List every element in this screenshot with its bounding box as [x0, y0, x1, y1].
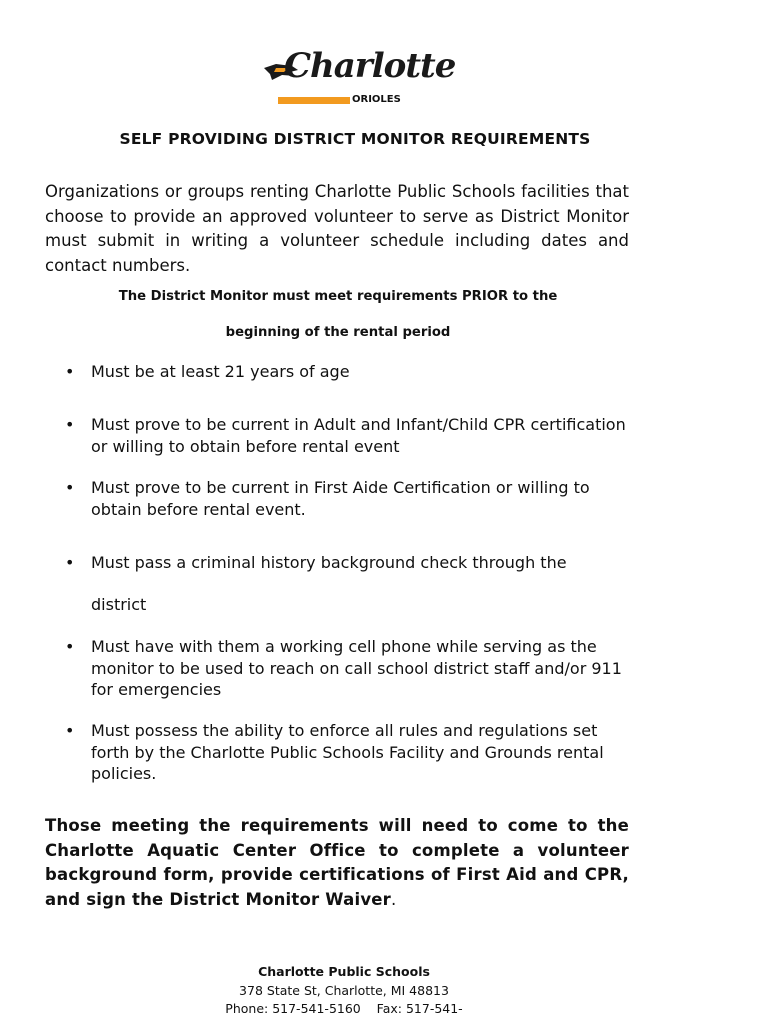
list-item-text: Must pass a criminal history background check through the: [91, 553, 567, 572]
logo-orange-bar: [278, 97, 350, 104]
list-item-text: Must prove to be current in Adult and Infant/Child CPR certification or willing to obtain before rental event: [91, 415, 626, 456]
requirements-heading-line2: beginning of the rental period: [225, 325, 451, 340]
closing-period: .: [391, 889, 397, 909]
bullet-icon: •: [65, 553, 75, 572]
footer: [0, 963, 688, 1019]
list-item: [65, 477, 631, 520]
bullet-icon: •: [65, 478, 75, 497]
intro-paragraph: Organizations or groups renting Charlotte Public Schools facilities that choose to provide an approved volunteer to serve as District Monitor must submit in writing a volunteer schedule including dates and contact numbers.: [45, 182, 629, 275]
footer-phone: Phone: 517-541-5160: [225, 1001, 361, 1016]
bullet-icon: •: [65, 362, 75, 381]
document-title: SELF PROVIDING DISTRICT MONITOR REQUIREMENTS: [119, 130, 591, 148]
list-item: [65, 636, 631, 701]
list-item-text: Must have with them a working cell phone while serving as the monitor to be used to reach on call school district staff and/or 911 for emergencies: [91, 637, 622, 699]
list-item: [65, 552, 631, 574]
bullet-icon: •: [65, 637, 75, 656]
list-item: [65, 414, 631, 457]
footer-address: 378 State St, Charlotte, MI 48813: [239, 982, 449, 998]
requirements-heading-line1: The District Monitor must meet requirements PRIOR to the: [118, 289, 558, 304]
list-item-text: Must possess the ability to enforce all rules and regulations set forth by the Charlotte Public Schools Facility and Grounds rental policies.: [91, 721, 604, 783]
list-item-continuation: [91, 594, 631, 616]
charlotte-orioles-logo: [262, 44, 456, 106]
footer-contact: [0, 1000, 688, 1019]
bullet-icon: •: [65, 415, 75, 434]
bullet-icon: •: [65, 721, 75, 740]
list-item-text: Must prove to be current in First Aide Certification or willing to obtain before rental event.: [91, 478, 590, 519]
list-item-text: Must be at least 21 years of age: [91, 362, 350, 381]
closing-text: Those meeting the requirements will need to come to the Charlotte Aquatic Center Office to complete a volunteer background form, provide certifications of First Aid and CPR, and sign the District Monitor Waiver: [45, 816, 629, 909]
list-item-text: district: [91, 595, 147, 614]
list-item: [65, 720, 631, 785]
closing-paragraph: [45, 814, 629, 912]
logo-sub-text: ORIOLES: [352, 94, 401, 105]
footer-fax: Fax: 517-541-: [376, 1001, 463, 1016]
footer-org-name: Charlotte Public Schools: [258, 964, 430, 979]
logo-script-text: Charlotte: [284, 46, 456, 86]
list-item: [65, 361, 631, 383]
